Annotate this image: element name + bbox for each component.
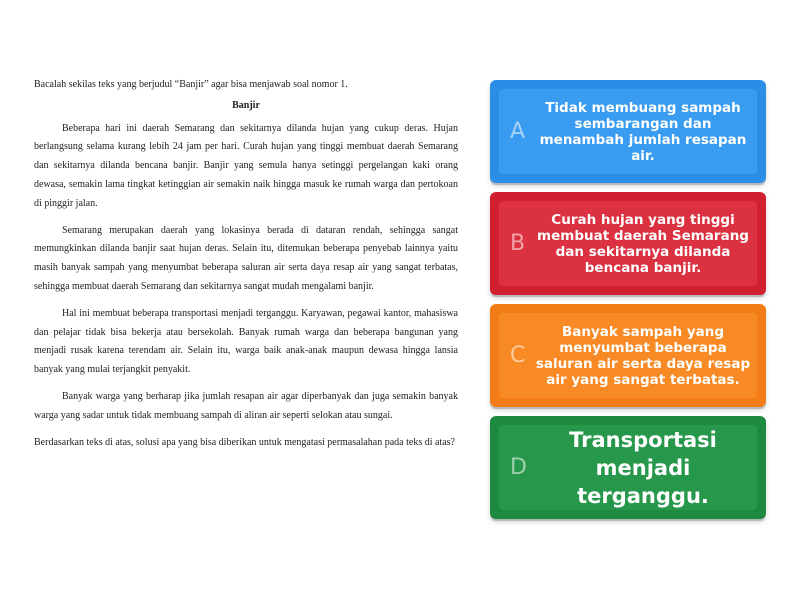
answer-text-c: Banyak sampah yang menyumbat beberapa saluran air serta daya resap air yang sangat terbatas. [535,323,751,388]
answer-text-b: Curah hujan yang tinggi membuat daerah Semarang dan sekitarnya dilanda bencana banjir. [537,211,749,276]
reading-passage [34,76,458,460]
answer-option-c[interactable] [490,304,766,407]
answer-letter-d: D [510,455,527,480]
passage-title: Banjir [232,99,260,111]
answer-option-b[interactable] [490,192,766,295]
answer-text-a: Tidak membuang sampah sembarangan dan menambah jumlah resapan air. [539,99,747,164]
answer-letter-c: C [510,343,526,368]
answer-letter-a: A [510,119,526,144]
answer-text-d: Transportasi menjadi terganggu. [569,427,717,508]
answer-options [490,80,766,528]
answer-option-a[interactable] [490,80,766,183]
passage-instruction: Bacalah sekilas teks yang berjudul “Banjir” agar bisa menjawab soal nomor 1. [34,79,348,90]
question-text: Berdasarkan teks di atas, solusi apa yang bisa diberikan untuk mengatasi permasalahan pada teks di atas? [34,436,455,448]
passage-paragraph-4: Banyak warga yang berharap jika jumlah resapan air agar diperbanyak dan juga semakin banyak warga yang sadar untuk tidak membuang sampah di aliran air seperti selokan atau sungai. [34,390,458,421]
answer-option-d[interactable] [490,416,766,519]
answer-letter-b: B [510,231,526,256]
passage-paragraph-2: Semarang merupakan daerah yang lokasinya berada di dataran rendah, sehingga sangat memungkinkan dilanda banjir saat hujan deras. Selain itu, ditemukan beberapa penyebab lainnya yaitu masih banyak sampah yang menyumbat beberapa saluran air serta daya resap air yang sangat terbatas, sehingga membuat daerah Semarang dan sekitarnya sangat mudah mengalami banjir. [34,224,458,292]
passage-paragraph-1: Beberapa hari ini daerah Semarang dan sekitarnya dilanda hujan yang cukup deras. Hujan berlangsung selama kurang lebih 24 jam per hari. Curah hujan yang tinggi membuat daerah Semarang dan sekitarnya dilanda bencana banjir. Banjir yang semula hanya setinggi pergelangan kaki orang dewasa, semakin lama tingkat ketinggian air semakin naik hingga masuk ke rumah warga dan pertokoan di pinggir jalan. [34,122,458,209]
passage-paragraph-3: Hal ini membuat beberapa transportasi menjadi terganggu. Karyawan, pegawai kantor, mahasiswa dan pelajar tidak bisa bekerja atau bersekolah. Banyak rumah warga dan beberapa bangunan yang menjadi rusak karena terendam air. Selain itu, warga baik anak-anak maupun dewasa hingga lansia banyak yang mulai terjangkit penyakit. [34,307,458,376]
